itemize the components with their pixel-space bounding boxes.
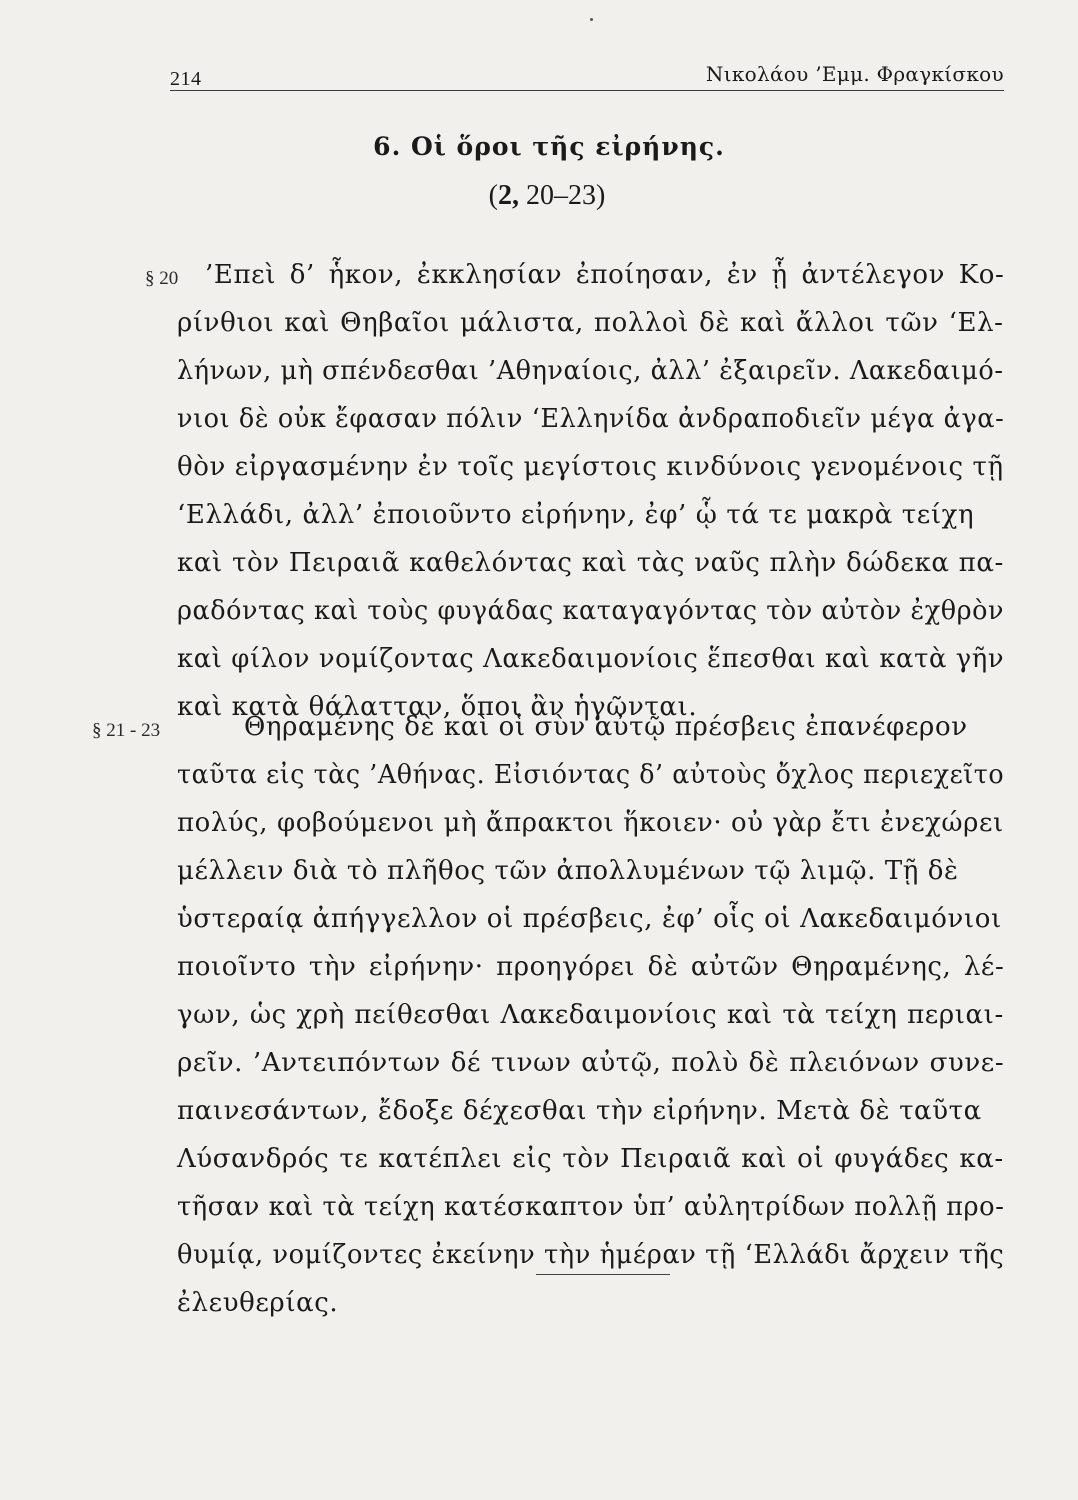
section-title: 6. Οἱ ὅροι τῆς εἰρήνης. <box>373 132 725 161</box>
text-line: ταῦτα εἰς τὰς ’Αθήνας. Εἰσιόντας δ’ αὐτοὺς ὄχλος περιεχεῖτο <box>177 760 1005 790</box>
text-line: ὑστεραίᾳ ἀπήγγελλον οἱ πρέσβεις, ἐφ’ οἷς οἱ Λακεδαιμόνιοι <box>177 904 1002 934</box>
range-open: ( <box>488 180 498 211</box>
text-line: παινεσάντων, ἔδοξε δέχεσθαι τὴν εἰρήνην. Μετὰ δὲ ταῦτα <box>177 1096 982 1126</box>
page-header <box>170 54 1004 91</box>
text-line: ρίνθιοι καὶ Θηβαῖοι μάλιστα, πολλοὶ δὲ καὶ ἄλλοι τῶν ‘Ελ- <box>177 308 1004 338</box>
text-line: θυμίᾳ, νομίζοντες ἐκείνην τὴν ἡμέραν τῇ ‘Ελλάδι ἄρχειν τῆς <box>177 1240 1005 1270</box>
section-end-rule <box>536 1274 670 1275</box>
text-line: μέλλειν διὰ τὸ πλῆθος τῶν ἀπολλυμένων τῷ λιμῷ. Τῇ δὲ <box>177 856 959 886</box>
running-head: Νικολάου ’Εμμ. Φραγκίσκου <box>705 62 1004 86</box>
text-line: Θηραμένης δὲ καὶ οἱ σὺν αὐτῷ πρέσβεις ἐπανέφερον <box>244 712 968 742</box>
text-line: λήνων, μὴ σπένδεσθαι ’Αθηναίοις, ἀλλ’ ἐξαιρεῖν. Λακεδαιμό- <box>177 356 1004 386</box>
range-book: 2, <box>498 180 519 211</box>
page-number: 214 <box>170 68 202 90</box>
section-range <box>0 180 1078 212</box>
text-line: νιοι δὲ οὐκ ἔφασαν πόλιν ‘Ελληνίδα ἀνδραποδιεῖν μέγα ἀγα- <box>177 404 1005 434</box>
text-line: ρεῖν. ’Αντειπόντων δέ τινων αὐτῷ, πολὺ δὲ πλειόνων συνε- <box>177 1048 1005 1078</box>
text-line: ’Επεὶ δ’ ἧκον, ἐκκλησίαν ἐποίησαν, ἐν ᾗ ἀντέλεγον Κο- <box>205 260 1005 290</box>
text-line: ραδόντας καὶ τοὺς φυγάδας καταγαγόντας τὸν αὐτὸν ἐχθρὸν <box>177 596 1005 626</box>
text-line: τῆσαν καὶ τὰ τείχη κατέσκαπτον ὑπ’ αὐλητρίδων πολλῇ προ- <box>177 1192 1005 1222</box>
text-line: ἐλευθερίας. <box>177 1288 339 1318</box>
text-line: θὸν εἰργασμένην ἐν τοῖς μεγίστοις κινδύνοις γενομένοις τῇ <box>177 452 1004 482</box>
text-line: Λύσανδρός τε κατέπλει εἰς τὸν Πειραιᾶ καὶ οἱ φυγάδες κα- <box>177 1144 1004 1174</box>
paragraph-marker: § 20 <box>145 268 179 289</box>
text-line: ‘Ελλάδι, ἀλλ’ ἐποιοῦντο εἰρήνην, ἐφ’ ᾧ τά τε μακρὰ τείχη <box>177 500 975 530</box>
paragraph-marker: § 21 - 23 <box>92 720 161 741</box>
text-line: καὶ τὸν Πειραιᾶ καθελόντας καὶ τὰς ναῦς πλὴν δώδεκα πα- <box>177 548 1004 578</box>
text-line: καὶ φίλον νομίζοντας Λακεδαιμονίοις ἕπεσθαι καὶ κατὰ γῆν <box>177 644 1005 674</box>
page-dot-mark <box>590 18 593 21</box>
range-rest: 20–23) <box>519 180 606 211</box>
text-line: καὶ κατὰ θάλατταν, ὅποι ἂν ἡγῶνται. <box>177 692 698 722</box>
text-line: πολύς, φοβούμενοι μὴ ἄπρακτοι ἥκοιεν· οὐ γὰρ ἔτι ἐνεχώρει <box>177 808 1004 838</box>
text-line: γων, ὡς χρὴ πείθεσθαι Λακεδαιμονίοις καὶ τὰ τείχη περιαι- <box>177 1000 1004 1030</box>
text-line: ποιοῖντο τὴν εἰρήνην· προηγόρει δὲ αὐτῶν Θηραμένης, λέ- <box>177 952 1005 982</box>
